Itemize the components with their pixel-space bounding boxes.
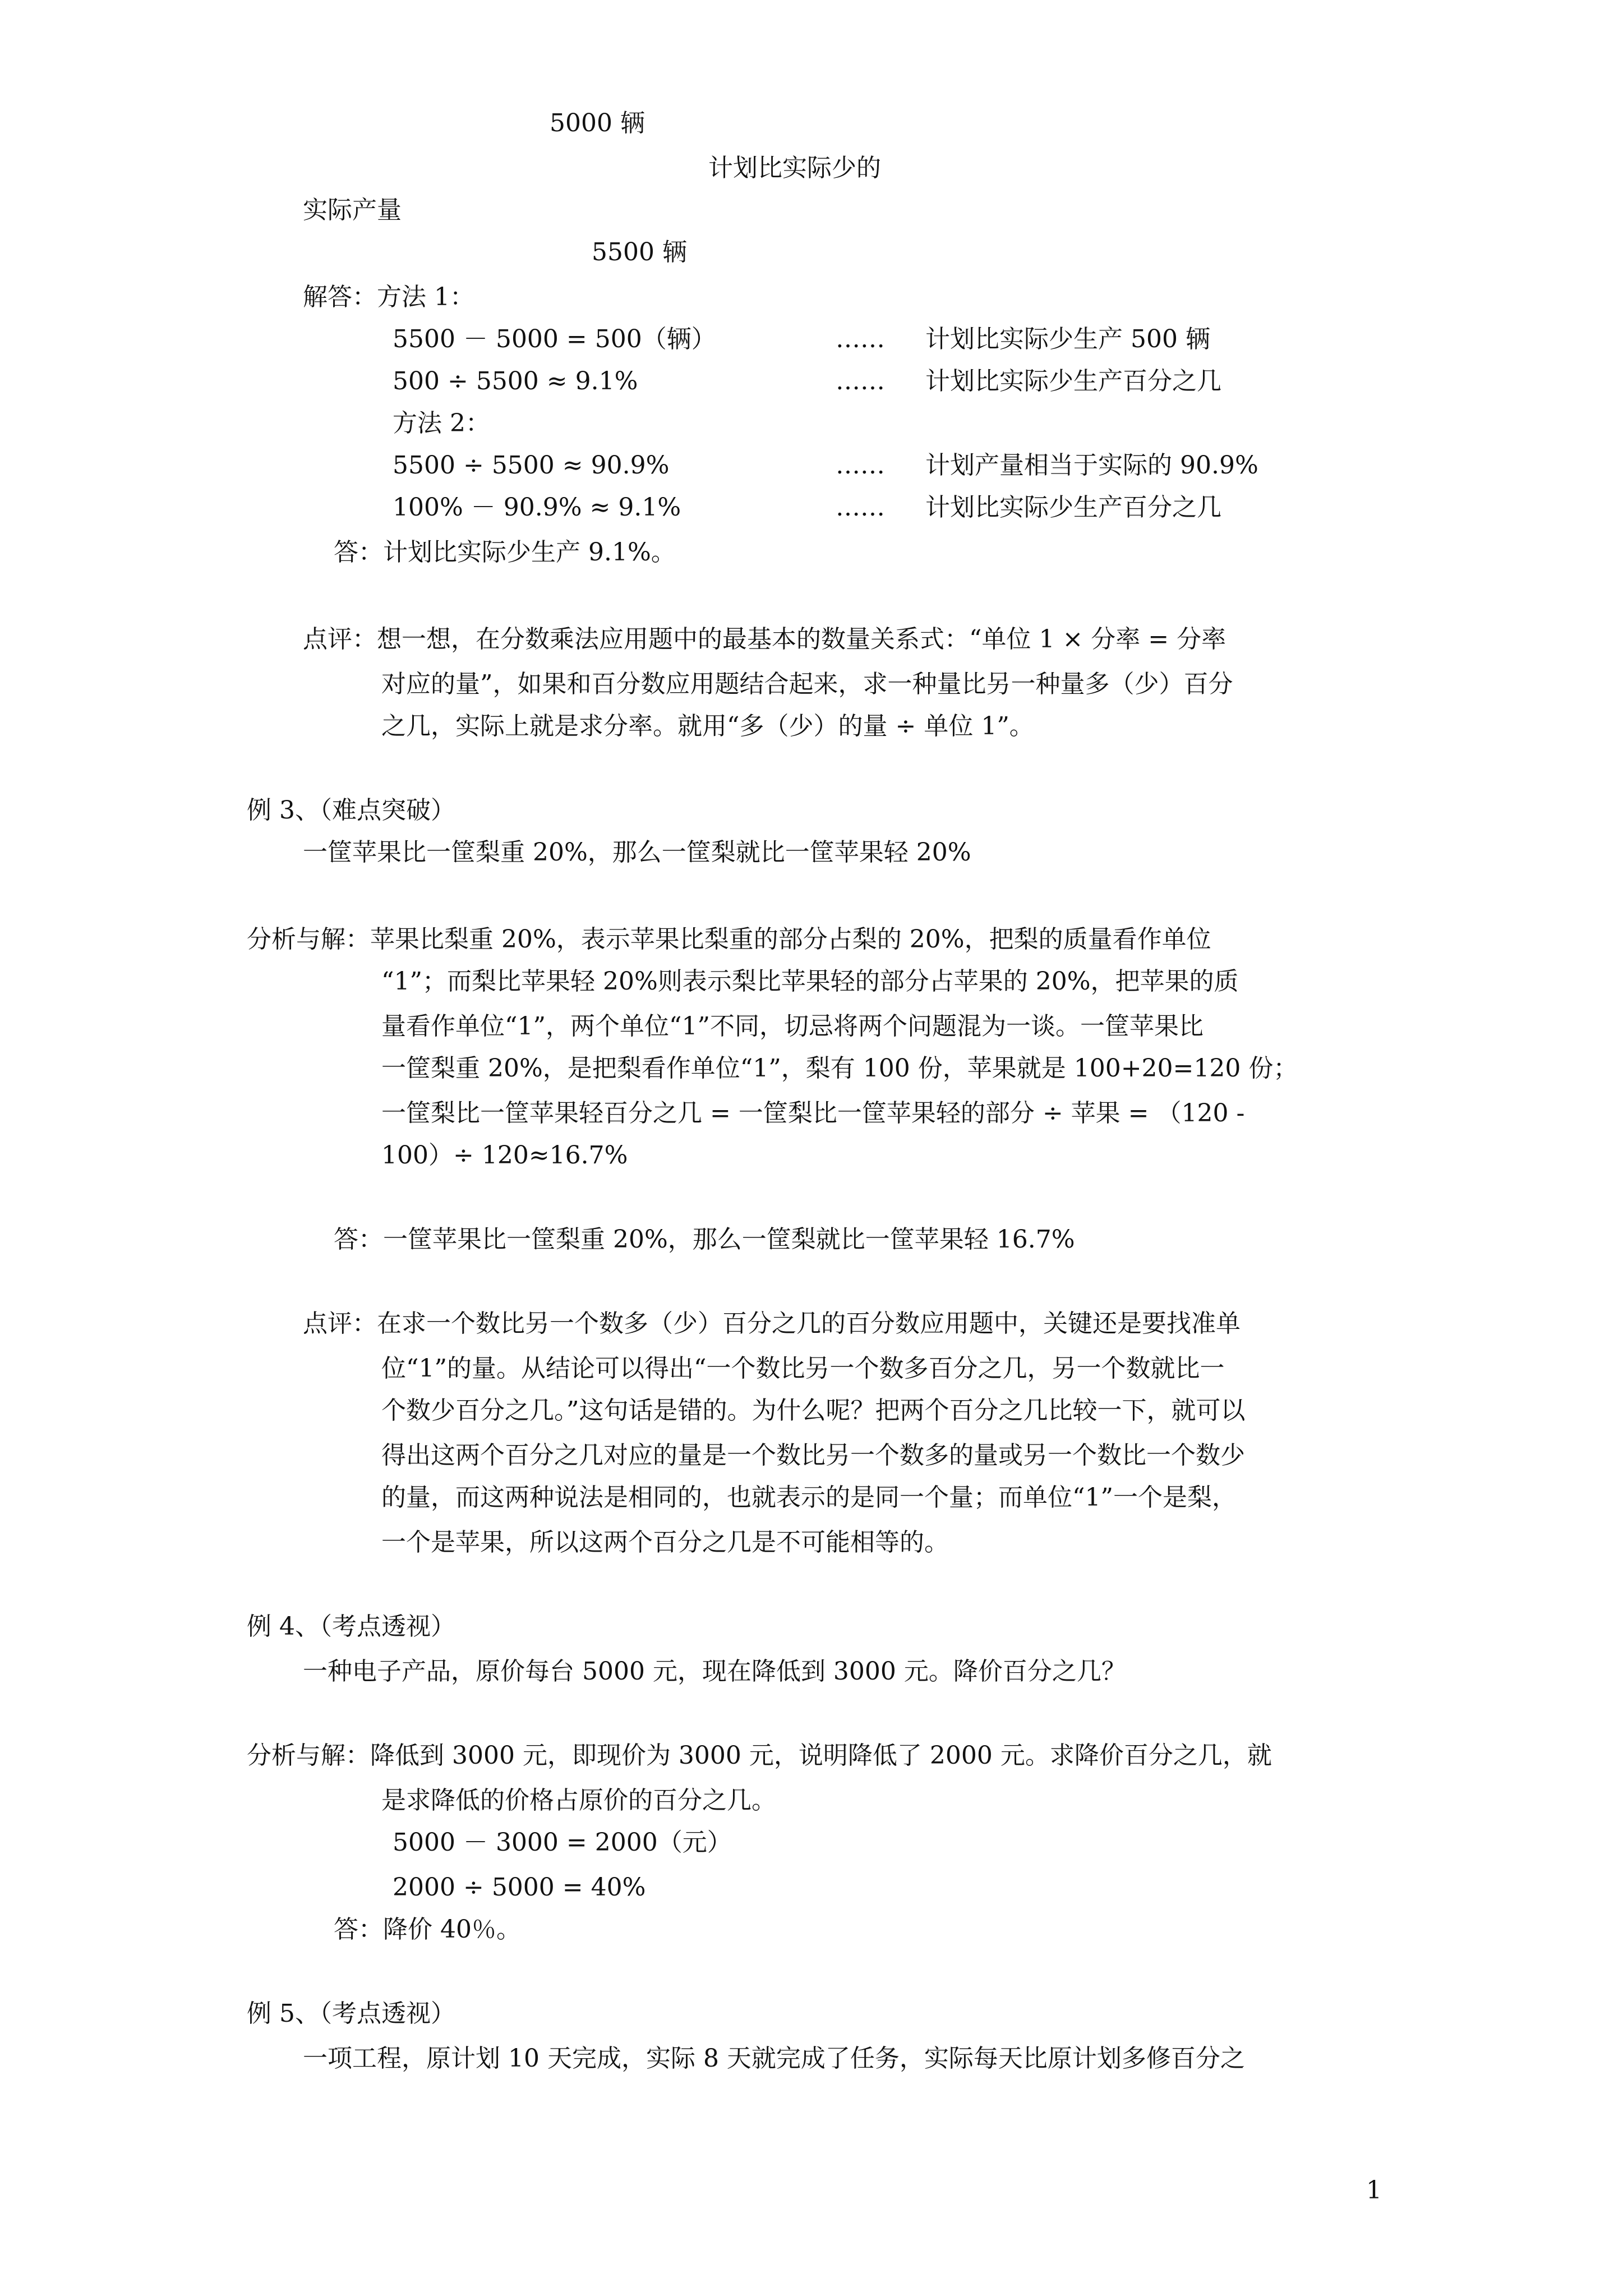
example3-analysis-line-3: 量看作单位“1”，两个单位“1”不同，切忌将两个问题混为一谈。一筐苹果比 [381,1012,1204,1041]
page-number: 1 [1366,2176,1382,2205]
example2-comment-line-3: 之几，实际上就是求分率。就用“多（少）的量 ÷ 单位 1”。 [381,712,1034,740]
method1-step2-expr: 500 ÷ 5500 ≈ 9.1% [393,367,638,395]
example2-comment-line-1: 点评：想一想，在分数乘法应用题中的最基本的数量关系式：“单位 1 × 分率 = 分率 [303,625,1227,654]
diagram-label-5500: 5500 辆 [592,238,687,266]
example5-title: 例 5、（考点透视） [247,1999,455,2028]
diagram-label-5000: 5000 辆 [550,109,645,137]
example2-answer: 答：计划比实际少生产 9.1%。 [334,538,676,567]
method1-step2-note: 计划比实际少生产百分之几 [925,367,1221,395]
method2-heading: 方法 2： [393,409,490,438]
example4-answer: 答：降价 40％。 [334,1915,521,1944]
method1-step1-dots: …… [836,325,885,353]
diagram-label-plan-less: 计划比实际少的 [708,154,881,182]
example4-calc-line-1: 5000 － 3000 = 2000（元） [393,1828,732,1857]
example3-comment-line-5: 的量，而这两种说法是相同的，也就表示的是同一个量；而单位“1”一个是梨， [381,1483,1237,1512]
example4-analysis-line-2: 是求降低的价格占原价的百分之几。 [381,1786,776,1815]
example3-comment-line-4: 得出这两个百分之几对应的量是一个数比另一个数多的量或另一个数比一个数少 [381,1441,1245,1470]
example3-comment-line-3: 个数少百分之几。”这句话是错的。为什么呢？把两个百分之几比较一下，就可以 [381,1396,1246,1425]
example3-comment-line-1: 点评：在求一个数比另一个数多（少）百分之几的百分数应用题中，关键还是要找准单 [303,1309,1241,1338]
example3-analysis-line-6: 100）÷ 120≈16.7% [381,1141,628,1170]
example3-problem: 一筐苹果比一筐梨重 20%，那么一筐梨就比一筐苹果轻 20% [303,838,971,867]
example3-analysis-line-1: 分析与解：苹果比梨重 20%，表示苹果比梨重的部分占梨的 20%，把梨的质量看作单位 [247,925,1211,954]
example4-problem: 一种电子产品，原价每台 5000 元，现在降低到 3000 元。降价百分之几？ [303,1657,1126,1686]
example3-analysis-line-2: “1”；而梨比苹果轻 20%则表示梨比苹果轻的部分占苹果的 20%，把苹果的质 [381,967,1239,996]
example4-title: 例 4、（考点透视） [247,1612,455,1641]
method2-step1-dots: …… [836,451,885,480]
method1-step1-expr: 5500 － 5000 = 500（辆） [393,325,716,353]
example4-analysis-line-1: 分析与解：降低到 3000 元，即现价为 3000 元，说明降低了 2000 元。求降价百分之几，就 [247,1741,1272,1770]
example3-comment-line-6: 一个是苹果，所以这两个百分之几是不可能相等的。 [381,1528,949,1557]
method2-step2-note: 计划比实际少生产百分之几 [925,493,1221,522]
method2-step2-dots: …… [836,493,885,522]
example3-comment-line-2: 位“1”的量。从结论可以得出“一个数比另一个数多百分之几，另一个数就比一 [381,1354,1225,1383]
method1-step1-note: 计划比实际少生产 500 辆 [925,325,1210,353]
method2-step2-expr: 100% － 90.9% ≈ 9.1% [393,493,681,522]
method2-step1-note: 计划产量相当于实际的 90.9% [925,451,1258,480]
example3-analysis-line-5: 一筐梨比一筐苹果轻百分之几 = 一筐梨比一筐苹果轻的部分 ÷ 苹果 = （120 - [381,1099,1245,1128]
example3-answer: 答：一筐苹果比一筐梨重 20%，那么一筐梨就比一筐苹果轻 16.7% [334,1225,1075,1254]
method1-step2-dots: …… [836,367,885,395]
example5-problem: 一项工程，原计划 10 天完成，实际 8 天就完成了任务，实际每天比原计划多修百分之 [303,2044,1245,2073]
example3-analysis-line-4: 一筐梨重 20%，是把梨看作单位“1”，梨有 100 份，苹果就是 100+20=120 份； [381,1054,1298,1083]
example2-comment-line-2: 对应的量”，如果和百分数应用题结合起来，求一种量比另一种量多（少）百分 [381,670,1233,698]
example4-calc-line-2: 2000 ÷ 5000 = 40% [393,1873,646,1902]
example3-title: 例 3、（难点突破） [247,796,455,825]
method2-step1-expr: 5500 ÷ 5500 ≈ 90.9% [393,451,670,480]
answer-heading: 解答：方法 1： [303,283,474,311]
diagram-label-actual: 实际产量 [303,196,402,224]
